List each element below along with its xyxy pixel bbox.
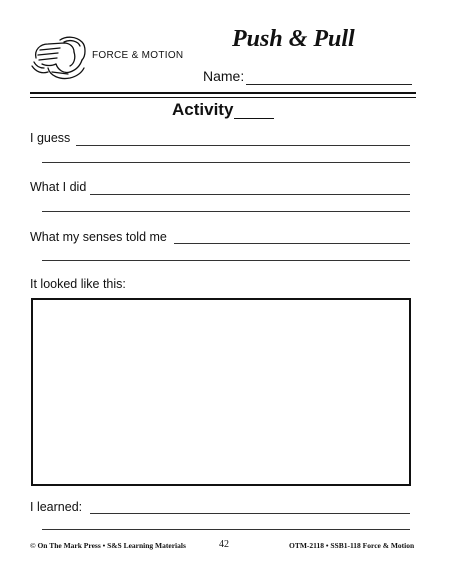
logo-text: FORCE & MOTION bbox=[92, 50, 184, 61]
what-i-did-line-1[interactable] bbox=[90, 194, 410, 195]
senses-line-1[interactable] bbox=[174, 243, 410, 244]
activity-label: Activity bbox=[172, 100, 234, 119]
guess-prompt: I guess bbox=[30, 131, 71, 145]
page-title: Push & Pull bbox=[232, 26, 355, 52]
what-i-did-prompt: What I did bbox=[30, 180, 87, 194]
footer-copyright: © On The Mark Press • S&S Learning Materials bbox=[30, 541, 186, 550]
header-rule-thin bbox=[30, 97, 416, 98]
looked-like-prompt: It looked like this: bbox=[30, 277, 126, 291]
drawing-box[interactable] bbox=[31, 298, 411, 486]
learned-prompt: I learned: bbox=[30, 500, 83, 514]
what-i-did-line-2[interactable] bbox=[42, 211, 410, 212]
guess-line-2[interactable] bbox=[42, 162, 410, 163]
footer-product-code: OTM-2118 • SSB1-118 Force & Motion bbox=[289, 541, 415, 550]
page-number: 42 bbox=[219, 539, 229, 550]
header-rule-thick bbox=[30, 92, 416, 94]
hands-logo-icon bbox=[30, 28, 90, 86]
learned-line-1[interactable] bbox=[90, 513, 410, 514]
name-line[interactable] bbox=[246, 84, 412, 85]
name-label: Name: bbox=[203, 68, 245, 84]
activity-number-line[interactable] bbox=[234, 118, 274, 119]
senses-prompt: What my senses told me bbox=[30, 230, 167, 244]
learned-line-2[interactable] bbox=[42, 529, 410, 530]
guess-line-1[interactable] bbox=[76, 145, 410, 146]
senses-line-2[interactable] bbox=[42, 260, 410, 261]
